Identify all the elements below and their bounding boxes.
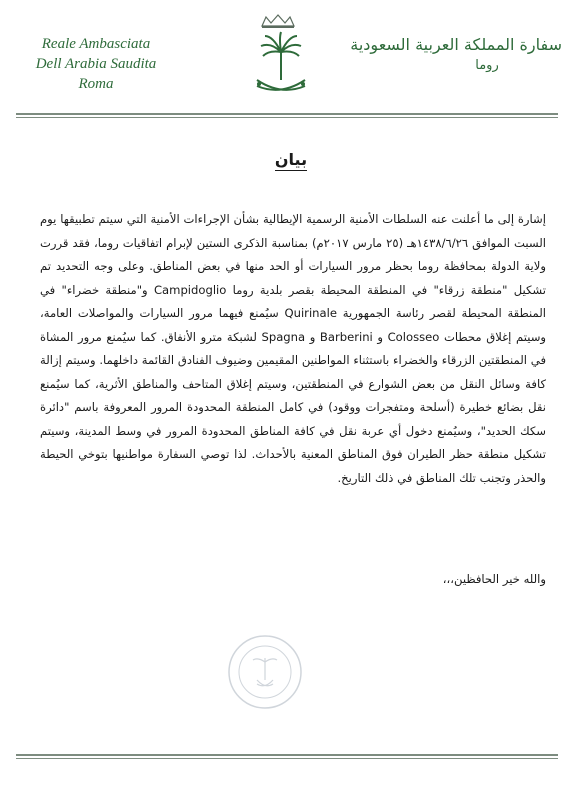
crown-icon [258, 13, 298, 29]
statement-title: بيان [274, 150, 308, 169]
footer-divider-thin [16, 758, 558, 759]
header-divider [16, 113, 558, 115]
embassy-name-line-3: Roma [78, 76, 114, 92]
embassy-name-line-2: Dell Arabia Saudita [35, 56, 157, 72]
embassy-name-arabic-line-2: روما [475, 58, 499, 73]
embassy-name-arabic [350, 34, 562, 76]
embassy-seal-stamp-icon [225, 632, 305, 712]
embassy-name-arabic-line-1: سفارة المملكة العربية السعودية [350, 35, 562, 54]
embassy-name-line-1: Reale Ambasciata [41, 36, 151, 52]
statement-body: إشارة إلى ما أعلنت عنه السلطات الأمنية الرسمية الإيطالية بشأن الإجراءات الأمنية التي سيتم تطبيقها يوم السبت الموافق ١٤٣٨/٦/٢٦هـ (٢٥ مارس ٢٠١٧م) بمناسبة الذكرى الستين لإبرام اتفاقيات روما، فقد قررت ولاية الدولة بمحافظة روما بحظر مرور السيارات أو الحد منها في بعض المناطق. وعلى وجه التحديد تم تشكيل "منطقة زرقاء" في المنطقة المحيطة بقصر بلدية روما Campidoglio و"منطقة خضراء" في المنطقة المحيطة لقصر رئاسة الجمهورية Quirinale سيُمنع فيهما مرور السيارات والمواصلات العامة، وسيتم إغلاق محطات Colosseo و Barberini و Spagna لشبكة مترو الأنفاق. كما سيُمنع مرور المشاة في المنطقتين الزرقاء والخضراء باستثناء المواطنين المقيمين وضيوف الفنادق القائمة داخلهما. وسيتم إزالة كافة وسائل النقل من بعض الشوارع في المنطقتين، وسيتم إغلاق المتاحف والمناطق الأثرية، كما سيُمنع نقل بضائع خطيرة (أسلحة ومتفجرات ووقود) في كامل المنطقة المحدودة المرور المعروفة باسم "دائرة سكك الحديد"، وسيُمنع دخول أي عربة نقل في كافة المناطق المحدودة المرور في وسط المدينة، وسيتم تشكيل منطقة حظر الطيران فوق المناطق المعنية بالأحداث. لذا توصي السفارة مواطنيها بتوخي الحيطة والحذر وتجنب تلك المناطق في ذلك التاريخ. [40, 212, 547, 485]
footer-divider [16, 754, 558, 756]
embassy-name-latin [16, 34, 176, 94]
header-divider-thin [16, 117, 558, 118]
palm-swords-emblem-icon [251, 30, 311, 100]
closing-phrase: والله خير الحافظين،،، [442, 572, 546, 586]
